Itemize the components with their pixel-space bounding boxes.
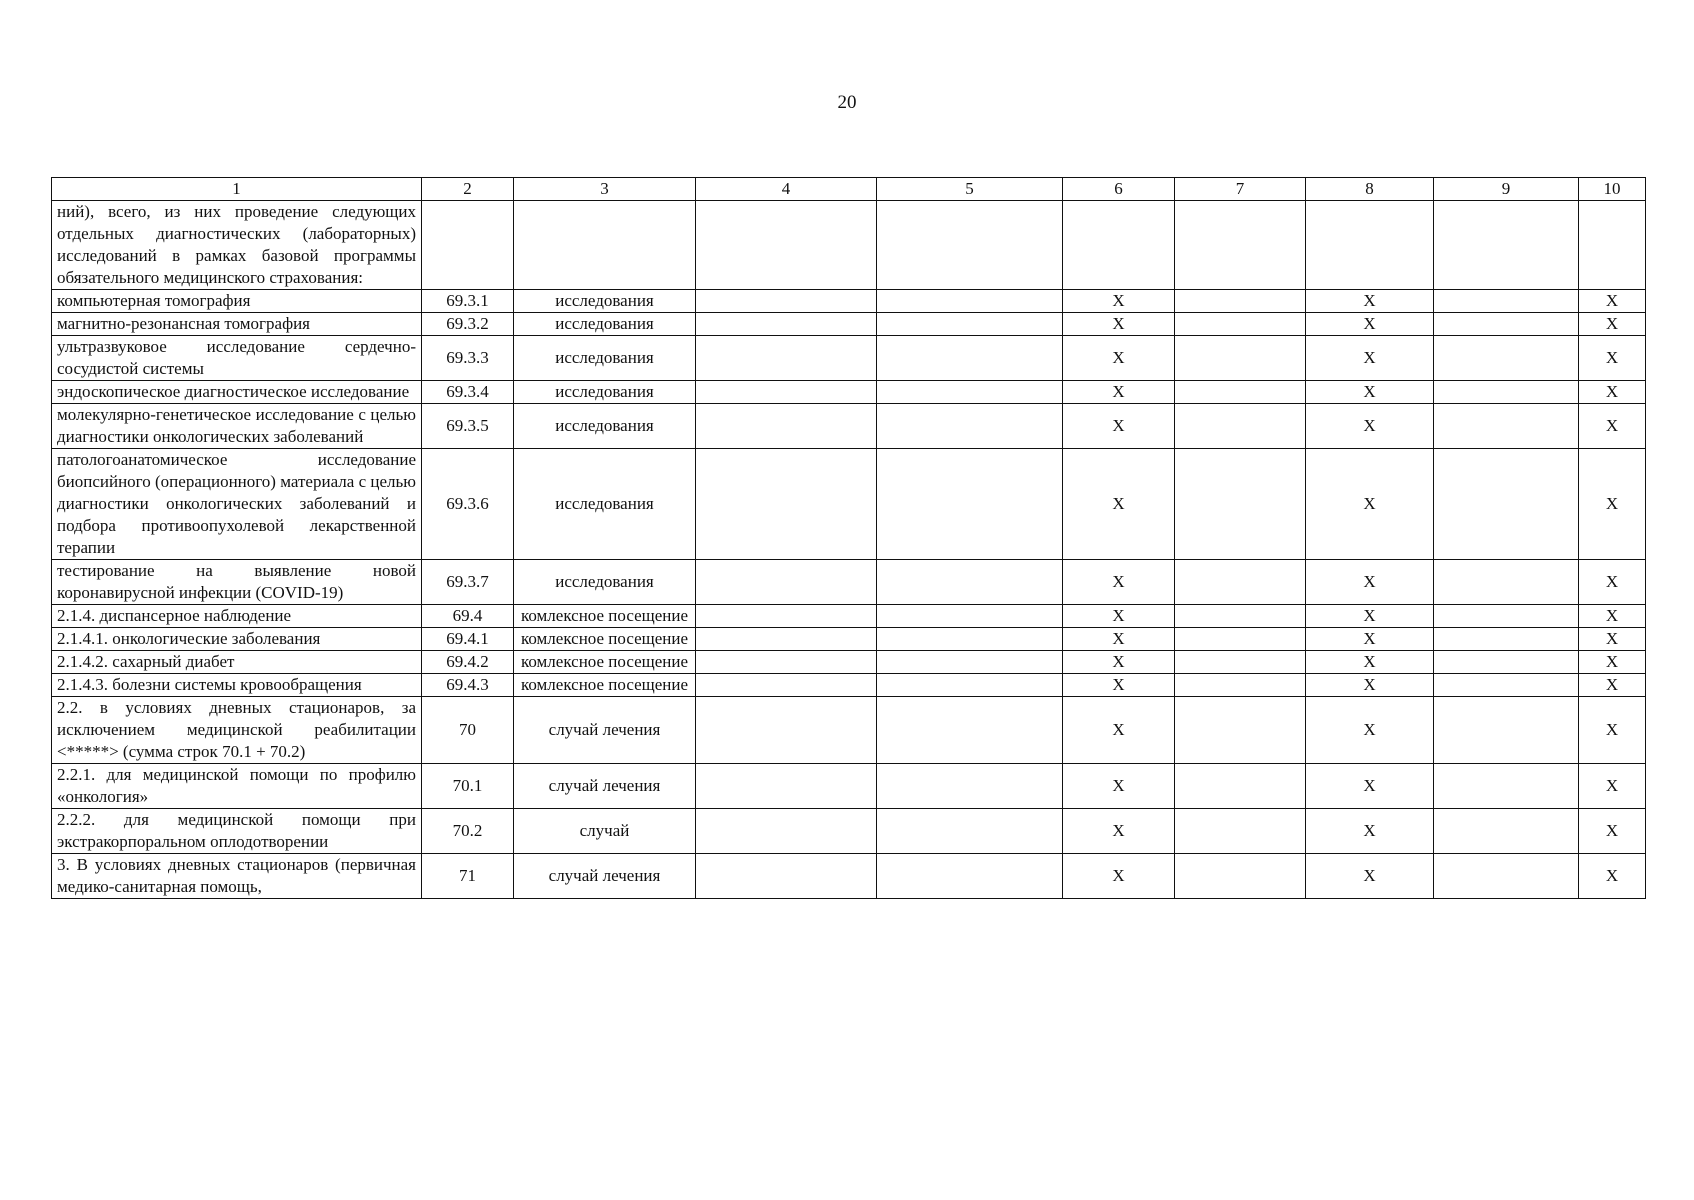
cell-col-8: X	[1306, 628, 1434, 651]
data-table	[51, 177, 1646, 899]
cell-col-9	[1434, 674, 1579, 697]
cell-col-8: X	[1306, 560, 1434, 605]
cell-col-6: X	[1063, 628, 1175, 651]
cell-col-5	[877, 560, 1063, 605]
cell-col-7	[1175, 809, 1306, 854]
row-code: 69.3.5	[422, 404, 514, 449]
table-row	[52, 651, 1646, 674]
cell-col-10: X	[1579, 854, 1646, 899]
table-row	[52, 290, 1646, 313]
cell-col-6: X	[1063, 854, 1175, 899]
row-code: 69.3.3	[422, 336, 514, 381]
column-number-row	[52, 178, 1646, 201]
cell-col-9	[1434, 605, 1579, 628]
row-description: 2.1.4. диспансерное наблюдение	[52, 605, 422, 628]
row-code: 70.2	[422, 809, 514, 854]
row-unit: случай лечения	[514, 764, 696, 809]
cell-col-4	[696, 628, 877, 651]
cell-col-8: X	[1306, 854, 1434, 899]
cell-col-9	[1434, 628, 1579, 651]
cell-col-5	[877, 764, 1063, 809]
row-unit: комлексное посещение	[514, 628, 696, 651]
column-number: 5	[877, 178, 1063, 201]
table-row	[52, 313, 1646, 336]
column-number: 10	[1579, 178, 1646, 201]
cell-col-9	[1434, 809, 1579, 854]
row-code: 69.3.1	[422, 290, 514, 313]
cell-col-5	[877, 201, 1063, 290]
cell-col-7	[1175, 628, 1306, 651]
cell-col-7	[1175, 697, 1306, 764]
row-unit: случай лечения	[514, 697, 696, 764]
cell-col-5	[877, 628, 1063, 651]
row-unit: комлексное посещение	[514, 651, 696, 674]
cell-col-9	[1434, 854, 1579, 899]
table-row	[52, 628, 1646, 651]
column-number: 2	[422, 178, 514, 201]
cell-col-7	[1175, 560, 1306, 605]
cell-col-10: X	[1579, 674, 1646, 697]
column-number: 6	[1063, 178, 1175, 201]
row-description: ультразвуковое исследование сердечно-сосудистой системы	[52, 336, 422, 381]
table-row	[52, 336, 1646, 381]
page-number: 20	[837, 92, 857, 113]
column-number: 1	[52, 178, 422, 201]
row-description: патологоанатомическое исследование биопсийного (операционного) материала с целью диагностики онкологических заболеваний и подбора противоопухолевой лекарственной терапии	[52, 449, 422, 560]
row-description: 2.1.4.3. болезни системы кровообращения	[52, 674, 422, 697]
cell-col-4	[696, 697, 877, 764]
table-row	[52, 381, 1646, 404]
cell-col-5	[877, 313, 1063, 336]
cell-col-6: X	[1063, 651, 1175, 674]
cell-col-8: X	[1306, 764, 1434, 809]
cell-col-8: X	[1306, 697, 1434, 764]
cell-col-8: X	[1306, 336, 1434, 381]
row-unit: исследования	[514, 449, 696, 560]
cell-col-7	[1175, 201, 1306, 290]
table-row	[52, 674, 1646, 697]
cell-col-6	[1063, 201, 1175, 290]
row-unit: случай	[514, 809, 696, 854]
column-number: 9	[1434, 178, 1579, 201]
cell-col-5	[877, 290, 1063, 313]
table-row	[52, 854, 1646, 899]
cell-col-6: X	[1063, 560, 1175, 605]
row-description: 2.1.4.2. сахарный диабет	[52, 651, 422, 674]
cell-col-8: X	[1306, 651, 1434, 674]
cell-col-5	[877, 381, 1063, 404]
row-description: магнитно-резонансная томография	[52, 313, 422, 336]
cell-col-8: X	[1306, 404, 1434, 449]
row-code: 69.3.6	[422, 449, 514, 560]
table-row	[52, 404, 1646, 449]
row-unit: исследования	[514, 381, 696, 404]
cell-col-4	[696, 449, 877, 560]
cell-col-4	[696, 854, 877, 899]
row-unit: исследования	[514, 560, 696, 605]
row-code	[422, 201, 514, 290]
row-code: 69.4	[422, 605, 514, 628]
row-description: 3. В условиях дневных стационаров (первичная медико-санитарная помощь,	[52, 854, 422, 899]
cell-col-7	[1175, 651, 1306, 674]
cell-col-6: X	[1063, 313, 1175, 336]
cell-col-9	[1434, 449, 1579, 560]
column-number: 8	[1306, 178, 1434, 201]
cell-col-10: X	[1579, 651, 1646, 674]
row-unit: комлексное посещение	[514, 674, 696, 697]
cell-col-5	[877, 605, 1063, 628]
cell-col-4	[696, 404, 877, 449]
cell-col-4	[696, 336, 877, 381]
row-code: 70	[422, 697, 514, 764]
cell-col-8: X	[1306, 674, 1434, 697]
cell-col-6: X	[1063, 674, 1175, 697]
cell-col-9	[1434, 313, 1579, 336]
cell-col-4	[696, 764, 877, 809]
row-unit: исследования	[514, 313, 696, 336]
cell-col-6: X	[1063, 290, 1175, 313]
column-number: 7	[1175, 178, 1306, 201]
cell-col-7	[1175, 313, 1306, 336]
table-row	[52, 201, 1646, 290]
cell-col-10: X	[1579, 697, 1646, 764]
row-description: 2.2.1. для медицинской помощи по профилю «онкология»	[52, 764, 422, 809]
row-code: 69.3.7	[422, 560, 514, 605]
cell-col-4	[696, 605, 877, 628]
row-description: эндоскопическое диагностическое исследование	[52, 381, 422, 404]
row-unit	[514, 201, 696, 290]
cell-col-5	[877, 854, 1063, 899]
row-code: 69.4.1	[422, 628, 514, 651]
cell-col-6: X	[1063, 697, 1175, 764]
row-code: 69.4.2	[422, 651, 514, 674]
row-code: 70.1	[422, 764, 514, 809]
cell-col-8: X	[1306, 605, 1434, 628]
cell-col-6: X	[1063, 449, 1175, 560]
row-code: 69.3.4	[422, 381, 514, 404]
cell-col-5	[877, 449, 1063, 560]
cell-col-7	[1175, 764, 1306, 809]
cell-col-8: X	[1306, 381, 1434, 404]
cell-col-6: X	[1063, 336, 1175, 381]
row-code: 71	[422, 854, 514, 899]
cell-col-7	[1175, 605, 1306, 628]
cell-col-9	[1434, 290, 1579, 313]
row-description: 2.1.4.1. онкологические заболевания	[52, 628, 422, 651]
cell-col-6: X	[1063, 404, 1175, 449]
cell-col-5	[877, 404, 1063, 449]
cell-col-7	[1175, 290, 1306, 313]
cell-col-4	[696, 674, 877, 697]
column-number: 4	[696, 178, 877, 201]
cell-col-6: X	[1063, 764, 1175, 809]
cell-col-6: X	[1063, 809, 1175, 854]
cell-col-10: X	[1579, 628, 1646, 651]
cell-col-10: X	[1579, 381, 1646, 404]
table-header	[52, 178, 1646, 201]
cell-col-7	[1175, 449, 1306, 560]
table-row	[52, 560, 1646, 605]
row-description: 2.2.2. для медицинской помощи при экстракорпоральном оплодотворении	[52, 809, 422, 854]
row-unit: комлексное посещение	[514, 605, 696, 628]
cell-col-10: X	[1579, 336, 1646, 381]
cell-col-8: X	[1306, 313, 1434, 336]
cell-col-4	[696, 381, 877, 404]
cell-col-9	[1434, 336, 1579, 381]
row-description: тестирование на выявление новой коронавирусной инфекции (COVID-19)	[52, 560, 422, 605]
row-description: компьютерная томография	[52, 290, 422, 313]
cell-col-5	[877, 809, 1063, 854]
row-unit: случай лечения	[514, 854, 696, 899]
cell-col-7	[1175, 854, 1306, 899]
table-row	[52, 605, 1646, 628]
cell-col-6: X	[1063, 605, 1175, 628]
cell-col-5	[877, 336, 1063, 381]
table-row	[52, 809, 1646, 854]
cell-col-10: X	[1579, 764, 1646, 809]
column-number: 3	[514, 178, 696, 201]
table-body	[52, 201, 1646, 899]
table-row	[52, 764, 1646, 809]
cell-col-5	[877, 674, 1063, 697]
cell-col-4	[696, 290, 877, 313]
cell-col-10: X	[1579, 404, 1646, 449]
cell-col-7	[1175, 404, 1306, 449]
cell-col-10: X	[1579, 313, 1646, 336]
cell-col-8: X	[1306, 809, 1434, 854]
cell-col-7	[1175, 336, 1306, 381]
cell-col-4	[696, 651, 877, 674]
cell-col-9	[1434, 560, 1579, 605]
cell-col-10: X	[1579, 449, 1646, 560]
row-code: 69.4.3	[422, 674, 514, 697]
row-description: молекулярно-генетическое исследование с целью диагностики онкологических заболеваний	[52, 404, 422, 449]
cell-col-8	[1306, 201, 1434, 290]
cell-col-10: X	[1579, 290, 1646, 313]
cell-col-9	[1434, 404, 1579, 449]
cell-col-4	[696, 809, 877, 854]
cell-col-8: X	[1306, 290, 1434, 313]
cell-col-10: X	[1579, 560, 1646, 605]
row-unit: исследования	[514, 404, 696, 449]
row-description: 2.2. в условиях дневных стационаров, за исключением медицинской реабилитации <*****> (сумма строк 70.1 + 70.2)	[52, 697, 422, 764]
cell-col-9	[1434, 201, 1579, 290]
row-description: ний), всего, из них проведение следующих отдельных диагностических (лабораторных) исследований в рамках базовой программы обязательного медицинского страхования:	[52, 201, 422, 290]
cell-col-7	[1175, 674, 1306, 697]
cell-col-10: X	[1579, 809, 1646, 854]
row-unit: исследования	[514, 290, 696, 313]
cell-col-7	[1175, 381, 1306, 404]
cell-col-5	[877, 697, 1063, 764]
cell-col-5	[877, 651, 1063, 674]
row-code: 69.3.2	[422, 313, 514, 336]
cell-col-9	[1434, 651, 1579, 674]
cell-col-9	[1434, 697, 1579, 764]
cell-col-9	[1434, 764, 1579, 809]
cell-col-6: X	[1063, 381, 1175, 404]
cell-col-9	[1434, 381, 1579, 404]
cell-col-8: X	[1306, 449, 1434, 560]
cell-col-10	[1579, 201, 1646, 290]
cell-col-4	[696, 313, 877, 336]
cell-col-4	[696, 560, 877, 605]
cell-col-10: X	[1579, 605, 1646, 628]
row-unit: исследования	[514, 336, 696, 381]
table-row	[52, 697, 1646, 764]
cell-col-4	[696, 201, 877, 290]
table-row	[52, 449, 1646, 560]
